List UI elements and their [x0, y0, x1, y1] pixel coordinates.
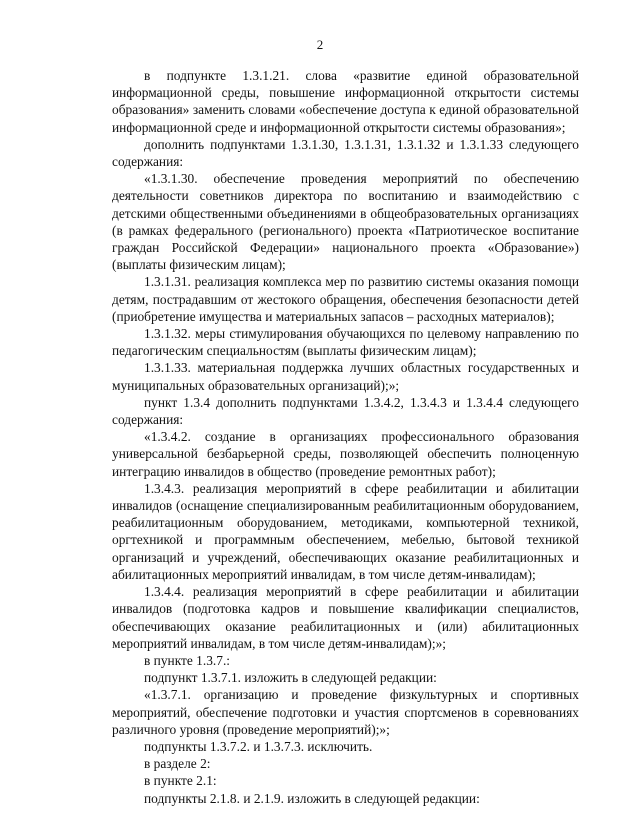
paragraph-6: 1.3.1.33. материальная поддержка лучших областных государственных и муниципальных образовательных организаций);»; [112, 360, 579, 393]
paragraph-15: в разделе 2: [144, 756, 211, 772]
paragraph-1: в подпункте 1.3.1.21. слова «развитие единой образовательной информационной среды, повышение информационной открытости системы образования» заменить словами «обеспечение доступа к единой образовательной информационной среде и информационной открытости системы образования»; [112, 68, 579, 135]
paragraph-2: дополнить подпунктами 1.3.1.30, 1.3.1.31, 1.3.1.32 и 1.3.1.33 следующего содержания: [112, 136, 579, 170]
paragraph-16: в пункте 2.1: [144, 773, 217, 789]
paragraph-8: «1.3.4.2. создание в организациях профессионального образования универсальной безбарьерной среды, позволяющей обеспечить полноценную интеграцию инвалидов в общество (проведение ремонтных работ); [112, 429, 579, 479]
paragraph-12: подпункт 1.3.7.1. изложить в следующей редакции: [144, 670, 437, 686]
page-number: 2 [316, 37, 324, 52]
paragraph-10: 1.3.4.4. реализация мероприятий в сфере реабилитации и абилитации инвалидов (подготовка кадров и повышение квалификации специалистов, обеспечивающих оказание реабилитационных и (или) абилитационных мероприятий инвалидам, в том числе детям-инвалидам);»; [112, 584, 579, 651]
paragraph-3: «1.3.1.30. обеспечение проведения мероприятий по обеспечению деятельности советников директора по воспитанию и взаимодействию с детскими общественными объединениями в общеобразовательных организациях (в рамках федерального (регионального) проекта «Патриотическое воспитание граждан Российской Федерации» национального проекта «Образование») (выплаты физическим лицам); [112, 171, 579, 273]
paragraph-5: 1.3.1.32. меры стимулирования обучающихся по целевому направлению по педагогическим специальностям (выплаты физическим лицам); [112, 326, 579, 359]
paragraph-4: 1.3.1.31. реализация комплекса мер по развитию системы оказания помощи детям, пострадавшим от жестокого обращения, обеспечения безопасности детей (приобретение имущества и материальных запасов – расходных материалов); [112, 274, 579, 324]
paragraph-14: подпункты 1.3.7.2. и 1.3.7.3. исключить. [144, 738, 373, 754]
paragraph-17: подпункты 2.1.8. и 2.1.9. изложить в следующей редакции: [144, 790, 480, 806]
paragraph-11: в пункте 1.3.7.: [144, 652, 231, 668]
paragraph-9: 1.3.4.3. реализация мероприятий в сфере реабилитации и абилитации инвалидов (оснащение специализированным реабилитационным оборудованием, реабилитационным оборудованием, методиками, компьютерной техникой, оргтехникой и программным обеспечением, мебелью, бытовой техникой организаций и учреждений, обеспечивающих оказание реабилитационных и абилитационных мероприятий инвалидам, в том числе детям-инвалидам); [112, 480, 579, 582]
paragraph-7: пункт 1.3.4 дополнить подпунктами 1.3.4.2, 1.3.4.3 и 1.3.4.4 следующего содержания: [112, 394, 579, 428]
document-body [112, 67, 579, 807]
paragraph-13: «1.3.7.1. организацию и проведение физкультурных и спортивных мероприятий, обеспечение подготовки и участия спортсменов в соревнованиях различного уровня (проведение мероприятий);»; [112, 687, 579, 737]
